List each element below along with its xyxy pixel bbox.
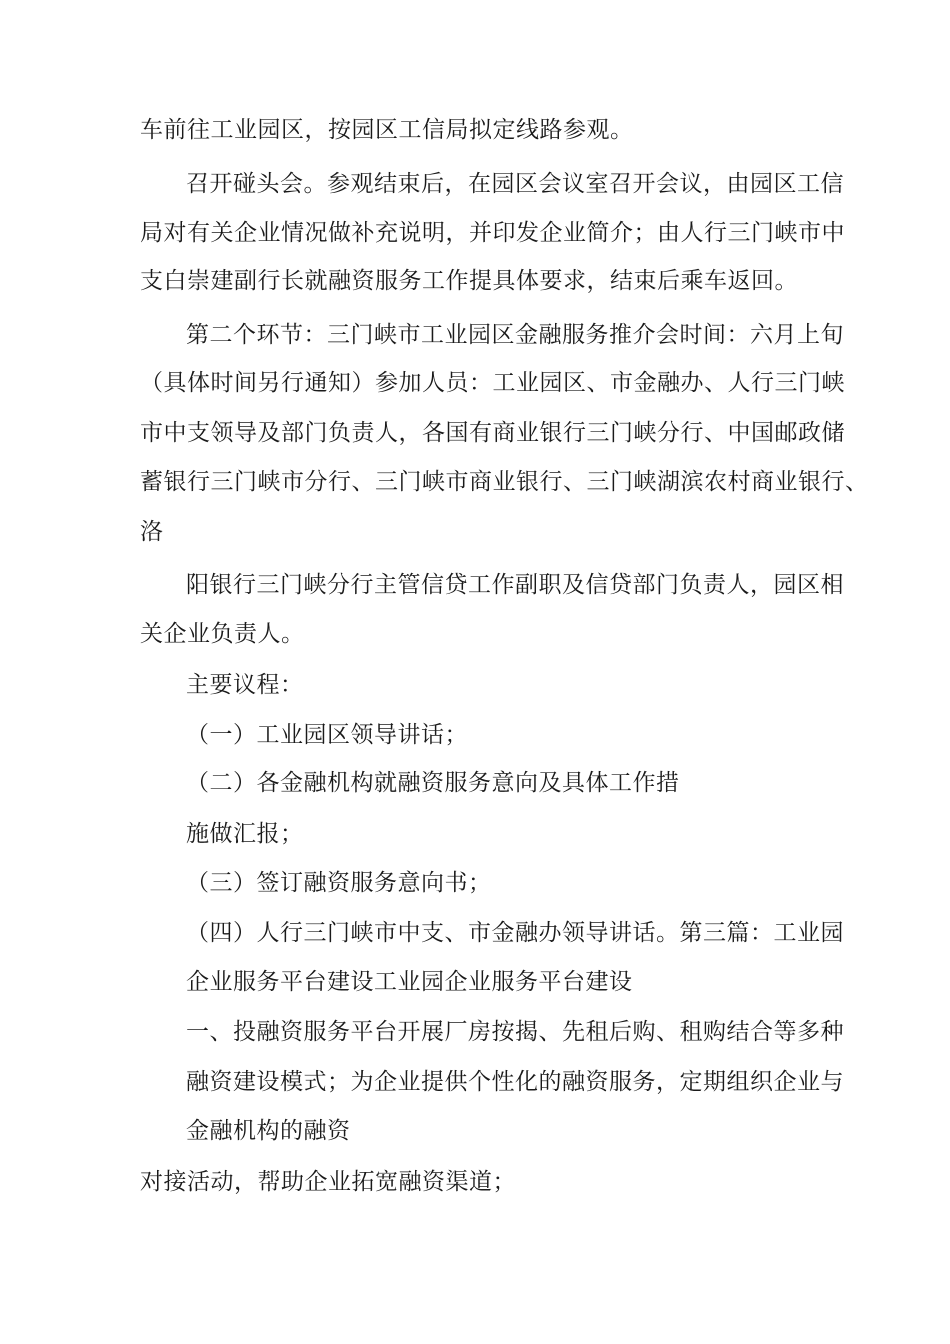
text-line: 阳银行三门峡分行主管信贷工作副职及信贷部门负责人，园区相 bbox=[186, 572, 844, 598]
text-line: 一、投融资服务平台开展厂房按揭、先租后购、租购结合等多种 bbox=[186, 1019, 844, 1045]
text-line: （二）各金融机构就融资服务意向及具体工作措 bbox=[186, 770, 680, 796]
text-line: 市中支领导及部门负责人，各国有商业银行三门峡分行、中国邮政储 bbox=[140, 420, 845, 446]
text-line: 第二个环节：三门峡市工业园区金融服务推介会时间：六月上旬 bbox=[186, 322, 844, 348]
text-line: 车前往工业园区，按园区工信局拟定线路参观。 bbox=[140, 117, 634, 143]
text-line: 企业服务平台建设工业园企业服务平台建设 bbox=[186, 969, 633, 995]
text-line: 对接活动，帮助企业拓宽融资渠道； bbox=[140, 1169, 516, 1195]
text-line: 召开碰头会。参观结束后，在园区会议室召开会议，由园区工信 bbox=[186, 171, 844, 197]
text-line: 局对有关企业情况做补充说明，并印发企业简介；由人行三门峡市中 bbox=[140, 220, 845, 246]
text-line: 关企业负责人。 bbox=[140, 621, 305, 647]
text-line: 金融机构的融资 bbox=[186, 1118, 351, 1144]
text-line: （三）签订融资服务意向书； bbox=[186, 870, 492, 896]
text-line: 蓄银行三门峡市分行、三门峡市商业银行、三门峡湖滨农村商业银行、 bbox=[140, 469, 869, 495]
text-line: 融资建设模式；为企业提供个性化的融资服务，定期组织企业与 bbox=[186, 1069, 844, 1095]
text-line: 施做汇报； bbox=[186, 821, 304, 847]
text-line: （一）工业园区领导讲话； bbox=[186, 722, 468, 748]
text-line: （具体时间另行通知）参加人员：工业园区、市金融办、人行三门峡 bbox=[140, 370, 845, 396]
text-line: 支白崇建副行长就融资服务工作提具体要求，结束后乘车返回。 bbox=[140, 268, 798, 294]
text-line: 主要议程： bbox=[186, 672, 304, 698]
text-line: （四）人行三门峡市中支、市金融办领导讲话。第三篇：工业园 bbox=[186, 920, 844, 946]
text-line: 洛 bbox=[140, 519, 164, 545]
